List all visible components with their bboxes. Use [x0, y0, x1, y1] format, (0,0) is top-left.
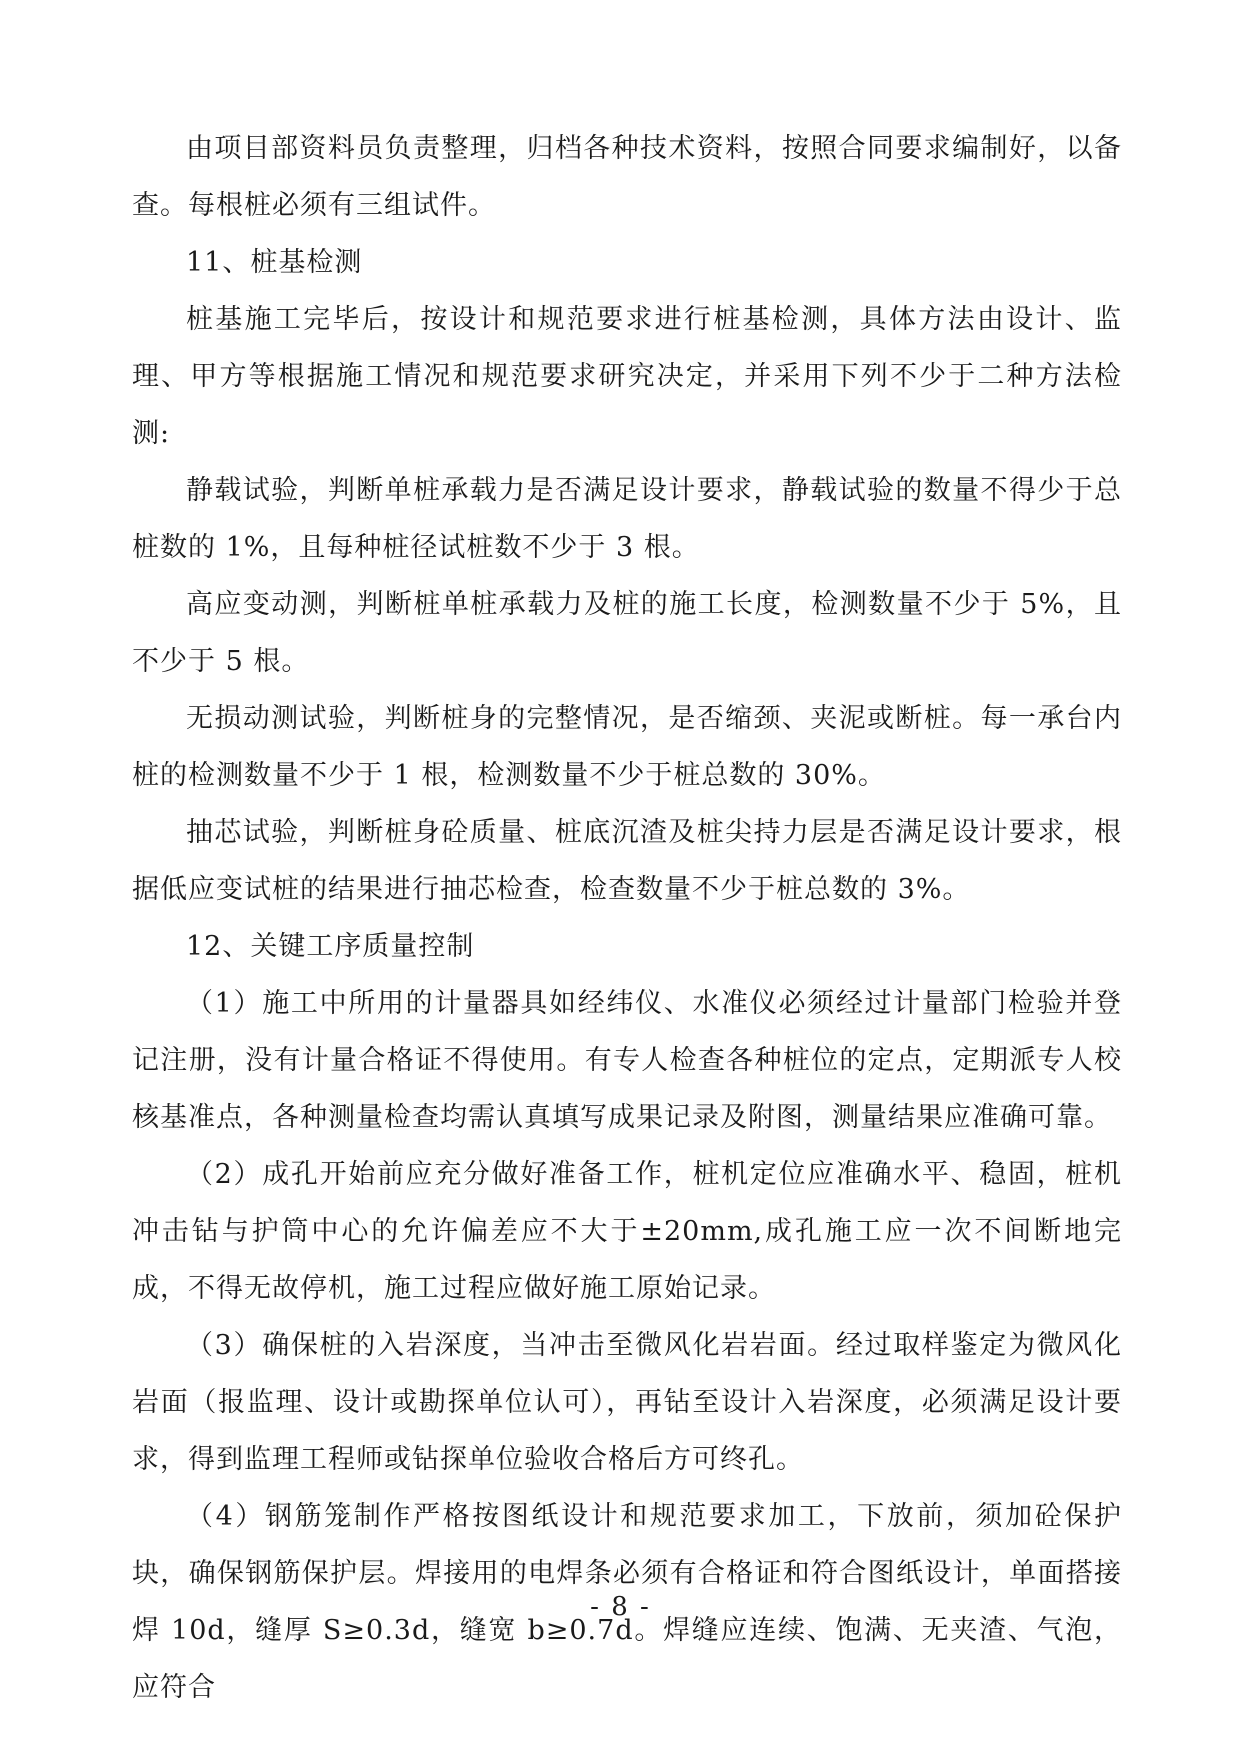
paragraph-archiving: 由项目部资料员负责整理，归档各种技术资料，按照合同要求编制好，以备查。每根桩必须有三组试件。	[132, 133, 1122, 221]
list-item-rebar-cage: （4）钢筋笼制作严格按图纸设计和规范要求加工，下放前，须加砼保护块，确保钢筋保护层。焊接用的电焊条必须有合格证和符合图纸设计，单面搭接焊 10d，缝厚 S≥0.3d，缝宽 b≥0.7d。焊缝应连续、饱满、无夹渣、气泡，应符合	[132, 1501, 1122, 1703]
paragraph-high-strain-test: 高应变动测，判断桩单桩承载力及桩的施工长度，检测数量不少于 5%，且不少于 5 根。	[132, 589, 1122, 677]
list-item-measuring-instruments: （1）施工中所用的计量器具如经纬仪、水准仪必须经过计量部门检验并登记注册，没有计量合格证不得使用。有专人检查各种桩位的定点，定期派专人校核基准点，各种测量检查均需认真填写成果记录及附图，测量结果应准确可靠。	[132, 988, 1122, 1133]
paragraph-core-drilling-test: 抽芯试验，判断桩身砼质量、桩底沉渣及桩尖持力层是否满足设计要求，根据低应变试桩的结果进行抽芯检查，检查数量不少于桩总数的 3%。	[132, 817, 1122, 905]
page-number: - 8 -	[590, 1592, 651, 1622]
paragraph-testing-intro: 桩基施工完毕后，按设计和规范要求进行桩基检测，具体方法由设计、监理、甲方等根据施工情况和规范要求研究决定，并采用下列不少于二种方法检测:	[132, 304, 1122, 449]
section-heading-pile-testing: 11、桩基检测	[186, 247, 363, 278]
list-item-hole-forming: （2）成孔开始前应充分做好准备工作，桩机定位应准确水平、稳固，桩机冲击钻与护筒中心的允许偏差应不大于±20mm,成孔施工应一次不间断地完成，不得无故停机，施工过程应做好施工原始记录。	[132, 1159, 1122, 1304]
paragraph-nondestructive-test: 无损动测试验，判断桩身的完整情况，是否缩颈、夹泥或断桩。每一承台内桩的检测数量不少于 1 根，检测数量不少于桩总数的 30%。	[132, 703, 1122, 791]
paragraph-static-load-test: 静载试验，判断单桩承载力是否满足设计要求，静载试验的数量不得少于总桩数的 1%，且每种桩径试桩数不少于 3 根。	[132, 475, 1122, 563]
document-body	[132, 120, 1122, 1716]
section-heading-quality-control: 12、关键工序质量控制	[186, 931, 475, 962]
list-item-rock-depth: （3）确保桩的入岩深度，当冲击至微风化岩岩面。经过取样鉴定为微风化岩面（报监理、设计或勘探单位认可），再钻至设计入岩深度，必须满足设计要求，得到监理工程师或钻探单位验收合格后方可终孔。	[132, 1330, 1122, 1475]
